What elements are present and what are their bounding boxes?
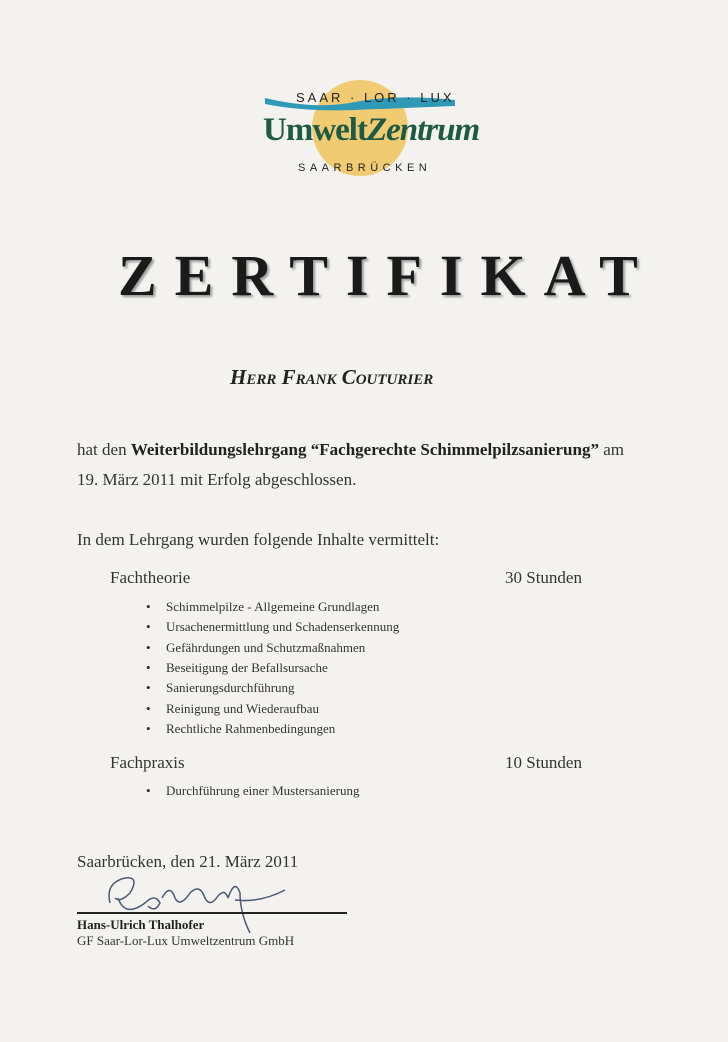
list-item: Sanierungsdurchführung — [166, 680, 295, 696]
bullet-icon: • — [146, 720, 151, 736]
signatory-name: Hans-Ulrich Thalhofer — [77, 917, 205, 932]
intro-line-2: 19. März 2011 mit Erfolg abgeschlossen. — [77, 470, 357, 489]
bullet-icon: • — [146, 599, 151, 614]
bullet-icon: • — [146, 639, 151, 655]
place-date: Saarbrücken, den 21. März 2011 — [77, 852, 299, 871]
logo-text-main: UmweltZentrum — [263, 112, 480, 148]
section-title: Fachpraxis — [110, 753, 185, 772]
list-item: Reinigung und Wiederaufbau — [166, 700, 320, 716]
section-hours: 10 Stunden — [505, 753, 582, 772]
list-item: Gefährdungen und Schutzmaßnahmen — [166, 639, 366, 655]
section-hours: 30 Stunden — [505, 568, 582, 587]
list-item: Rechtliche Rahmenbedingungen — [166, 720, 336, 736]
list-item: Ursachenermittlung und Schadenserkennung — [166, 619, 400, 635]
certificate-title: ZERTIFIKAT — [118, 243, 656, 308]
contents-heading: In dem Lehrgang wurden folgende Inhalte vermittelt: — [77, 530, 440, 549]
logo-text-bottom: SAARBRÜCKEN — [298, 162, 432, 174]
list-item: Schimmelpilze - Allgemeine Grundlagen — [166, 599, 380, 614]
logo-text-top: SAAR · LOR · LUX — [296, 90, 455, 105]
bullet-icon: • — [146, 783, 151, 798]
bullet-icon: • — [146, 659, 151, 675]
list-item: Beseitigung der Befallsursache — [166, 659, 328, 675]
bullet-icon: • — [146, 700, 151, 716]
section-title: Fachtheorie — [110, 568, 191, 587]
list-item: Durchführung einer Mustersanierung — [166, 783, 360, 798]
signatory-role: GF Saar-Lor-Lux Umweltzentrum GmbH — [77, 933, 295, 948]
recipient-name: Herr Frank Couturier — [230, 365, 434, 389]
bullet-icon: • — [146, 619, 151, 635]
intro-line-1: hat den Weiterbildungslehrgang “Fachgerechte Schimmelpilzsanierung” am — [77, 440, 624, 459]
bullet-icon: • — [146, 680, 151, 696]
signature-line — [77, 912, 347, 914]
